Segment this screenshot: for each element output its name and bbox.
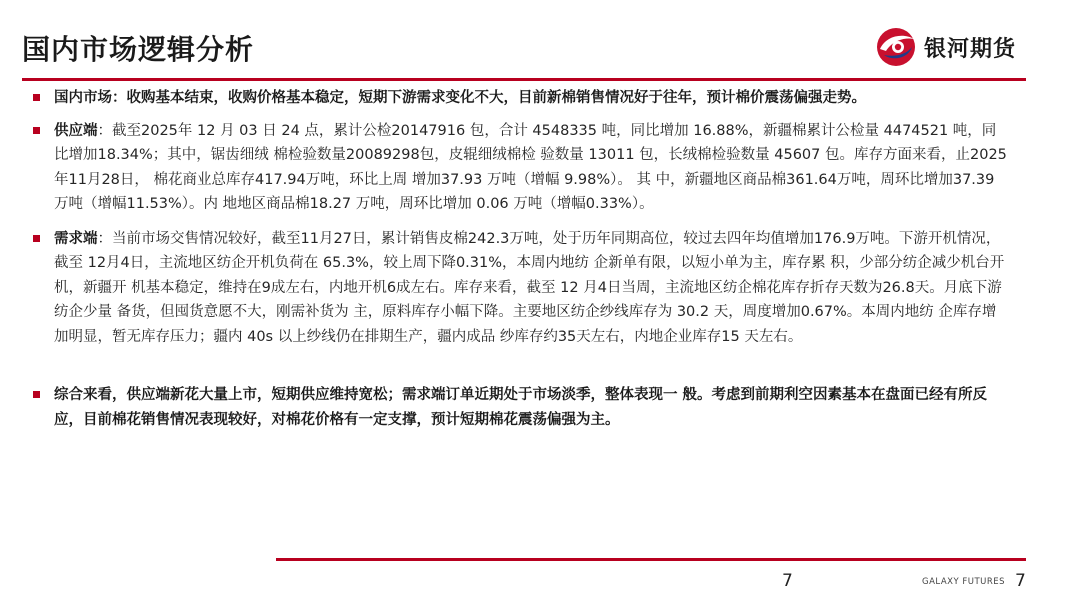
bullet-icon	[33, 391, 40, 398]
item-text: 国内市场：收购基本结束，收购价格基本稳定，短期下游需求变化不大，目前新棉销售情况好于往年，预计棉价震荡偏强走势。	[54, 90, 866, 106]
list-item-summary	[30, 383, 1010, 432]
item-text: ：截至2025年 12 月 03 日 24 点，累计公检20147916 包，合计 4548335 吨，同比增加 16.88%，新疆棉累计公检量 4474521 吨，同比增加18.34%；其中，锯齿细绒 棉检验数量20089298包，皮辊细绒棉检 验数量 13011 包，长绒棉检验数量 45607 包。库存方面来看，止2025年11月28日， 棉花商业总库存417.94万吨，环比上周 增加37.93 万吨（增幅 9.98%）。 其 中，新疆地区商品棉361.64万吨，周环比增加37.39 万吨（增幅11.53%）。内 地地区商品棉18.27 万吨，周环比增加 0.06 万吨（增幅0.33%）。	[54, 122, 1007, 212]
item-text: ：当前市场交售情况较好，截至11月27日，累计销售皮棉242.3万吨，处于历年同期高位，较过去四年均值增加176.9万吨。下游开机情况，截至 12月4日，主流地区纺企开机负荷在 65.3%，较上周下降0.31%，本周内地纺 企新单有限，以短小单为主，库存累 积，少部分纺企减少机台开机，新疆开 机基本稳定，维持在9成左右，内地开机6成左右。库存来看，截至 12 月4日当周，主流地区纺企棉花库存折存天数为26.8天。月底下游纺企少量 备货，但囤货意愿不大，刚需补货为 主，原料库存小幅下降。主要地区纺企纱线库存为 30.2 天，周度增加0.67%。本周内地纺 企库存增加明显，暂无库存压力；疆内 40s 以上纱线仍在排期生产，疆内成品 纱库存约35天左右，内地企业库存15 天左右。	[54, 230, 1005, 345]
page-number-right: 7	[1015, 571, 1026, 591]
header-divider	[22, 78, 1026, 81]
bullet-icon	[33, 94, 40, 101]
list-item-supply	[30, 119, 1010, 217]
footer-brand: GALAXY FUTURES	[922, 577, 1006, 587]
page-title: 国内市场逻辑分析	[22, 33, 255, 66]
list-item-demand	[30, 227, 1010, 350]
company-logo	[874, 24, 1016, 70]
logo-text: 银河期货	[924, 36, 1017, 62]
item-lead: 供应端	[54, 122, 98, 139]
list-item-domestic-market	[30, 86, 1010, 111]
item-lead: 需求端	[54, 230, 98, 247]
content-list	[30, 86, 1010, 432]
bullet-icon	[33, 127, 40, 134]
page-number-center: 7	[782, 571, 793, 591]
item-text: 综合来看，供应端新花大量上市，短期供应维持宽松；需求端订单近期处于市场淡季，整体表现一 般。考虑到前期利空因素基本在盘面已经有所反应，目前棉花销售情况表现较好，对棉花价格有一定支撑，预计短期棉花震荡偏强为主。	[54, 387, 988, 428]
bullet-icon	[33, 235, 40, 242]
footer-divider	[276, 558, 1026, 561]
galaxy-futures-logo-icon	[874, 25, 918, 69]
